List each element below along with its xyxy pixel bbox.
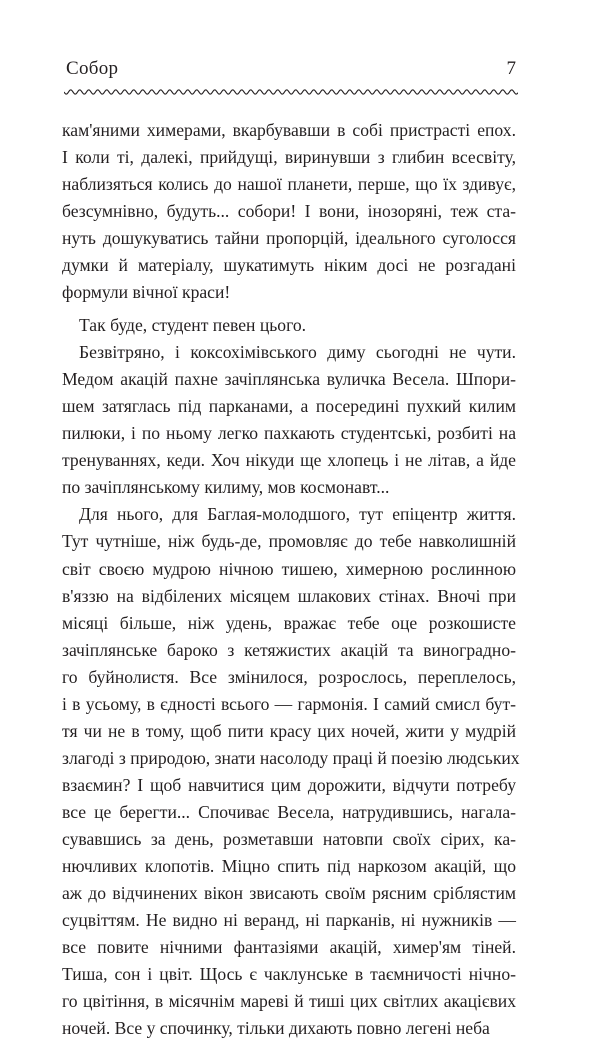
paragraph	[62, 312, 516, 339]
text-line: формули вічної краси!	[62, 282, 231, 303]
text-line: ночей. Все у спочинку, тільки дихають повно легені неба	[62, 1018, 490, 1039]
text-line: Тут чутніше, ніж будь-де, промовляє до тебе навколишній	[62, 531, 516, 552]
paragraph	[62, 339, 516, 501]
paragraph	[62, 501, 520, 1042]
text-line: злагоді з природою, знати насолоду праці й поезію людських	[62, 747, 520, 768]
page-number: 7	[506, 58, 516, 79]
text-line: Тиша, сон і цвіт. Щось є чаклунське в таємничості нічно-	[62, 963, 516, 984]
text-line: пилюки, і по ньому легко пахкають студентські, розбиті на	[62, 423, 516, 444]
text-line: тренуваннях, кеди. Хоч нікуди ще хлопець і не літав, а йде	[62, 450, 516, 471]
text-line: аж до відчинених вікон звисають своїм рясним сріблястим	[62, 882, 516, 903]
text-line: думки й матеріалу, шукатимуть ніким досі не розгадані	[62, 255, 516, 276]
text-line: сувавшись за день, розметавши натовпи своїх сірих, ка-	[62, 828, 516, 849]
text-line: наблизяться колись до нашої планети, перше, що їх здивує,	[62, 174, 516, 195]
text-line: нуть дошукуватись тайни пропорцій, ідеального суголосся	[62, 228, 516, 249]
text-line: безсумнівно, будуть... собори! І вони, інозоряні, теж ста-	[62, 201, 516, 222]
running-title: Собор	[66, 58, 119, 79]
text-line: зачіплянське бароко з кетяжистих акацій та виноградно-	[62, 639, 516, 660]
text-line: місяці більше, ніж удень, вражає тебе оце розкошисте	[62, 612, 516, 633]
paragraph	[62, 117, 516, 306]
text-line: взаємин? І щоб навчитися цим дорожити, відчути потребу	[62, 774, 516, 795]
text-line: Так буде, студент певен цього.	[79, 315, 307, 336]
text-line: і в усьому, в єдності всього — гармонія. І самий смисл бут-	[62, 693, 516, 714]
text-line: світ своєю мудрою нічною тишею, химерною рослинною	[62, 558, 516, 579]
wavy-rule-divider	[64, 86, 518, 98]
text-line: го цвітіння, в місячнім мареві й тиші цих світлих акацієвих	[62, 991, 516, 1011]
text-line: го буйнолистя. Все змінилося, розрослось, переплелось,	[62, 666, 516, 687]
text-line: кам'яними химерами, вкарбувавши в собі пристрасті епох.	[62, 120, 516, 140]
text-line: по зачіплянському килиму, мов космонавт...	[62, 477, 390, 498]
text-line: тя чи не в тому, щоб пити красу цих ночей, жити у мудрій	[62, 720, 516, 741]
body-text	[62, 117, 520, 1042]
text-line: шем затяглась під парканами, а посередині пухкий килим	[62, 396, 516, 417]
text-line: І коли ті, далекі, прийдущі, виринувши з глибин всесвіту,	[62, 147, 516, 168]
text-line: Безвітряно, і коксохімівського диму сьогодні не чути.	[79, 342, 516, 363]
text-line: суцвіттям. Не видно ні веранд, ні парканів, ні нужників —	[62, 909, 516, 930]
text-line: все повите нічними фантазіями акацій, химер'ям тіней.	[62, 936, 516, 957]
running-head	[66, 58, 516, 86]
text-line: нючливих клопотів. Міцно спить під наркозом акацій, що	[62, 855, 516, 876]
text-line: в'яззю на відбілених місяцем шлакових стінах. Вночі при	[62, 585, 516, 606]
text-line: все це берегти... Спочиває Весела, натрудившись, нагала-	[62, 801, 516, 822]
text-line: Медом акацій пахне зачіплянська вуличка Весела. Шпори-	[62, 369, 516, 390]
text-line: Для нього, для Баглая-молодшого, тут епіцентр життя.	[79, 504, 516, 525]
